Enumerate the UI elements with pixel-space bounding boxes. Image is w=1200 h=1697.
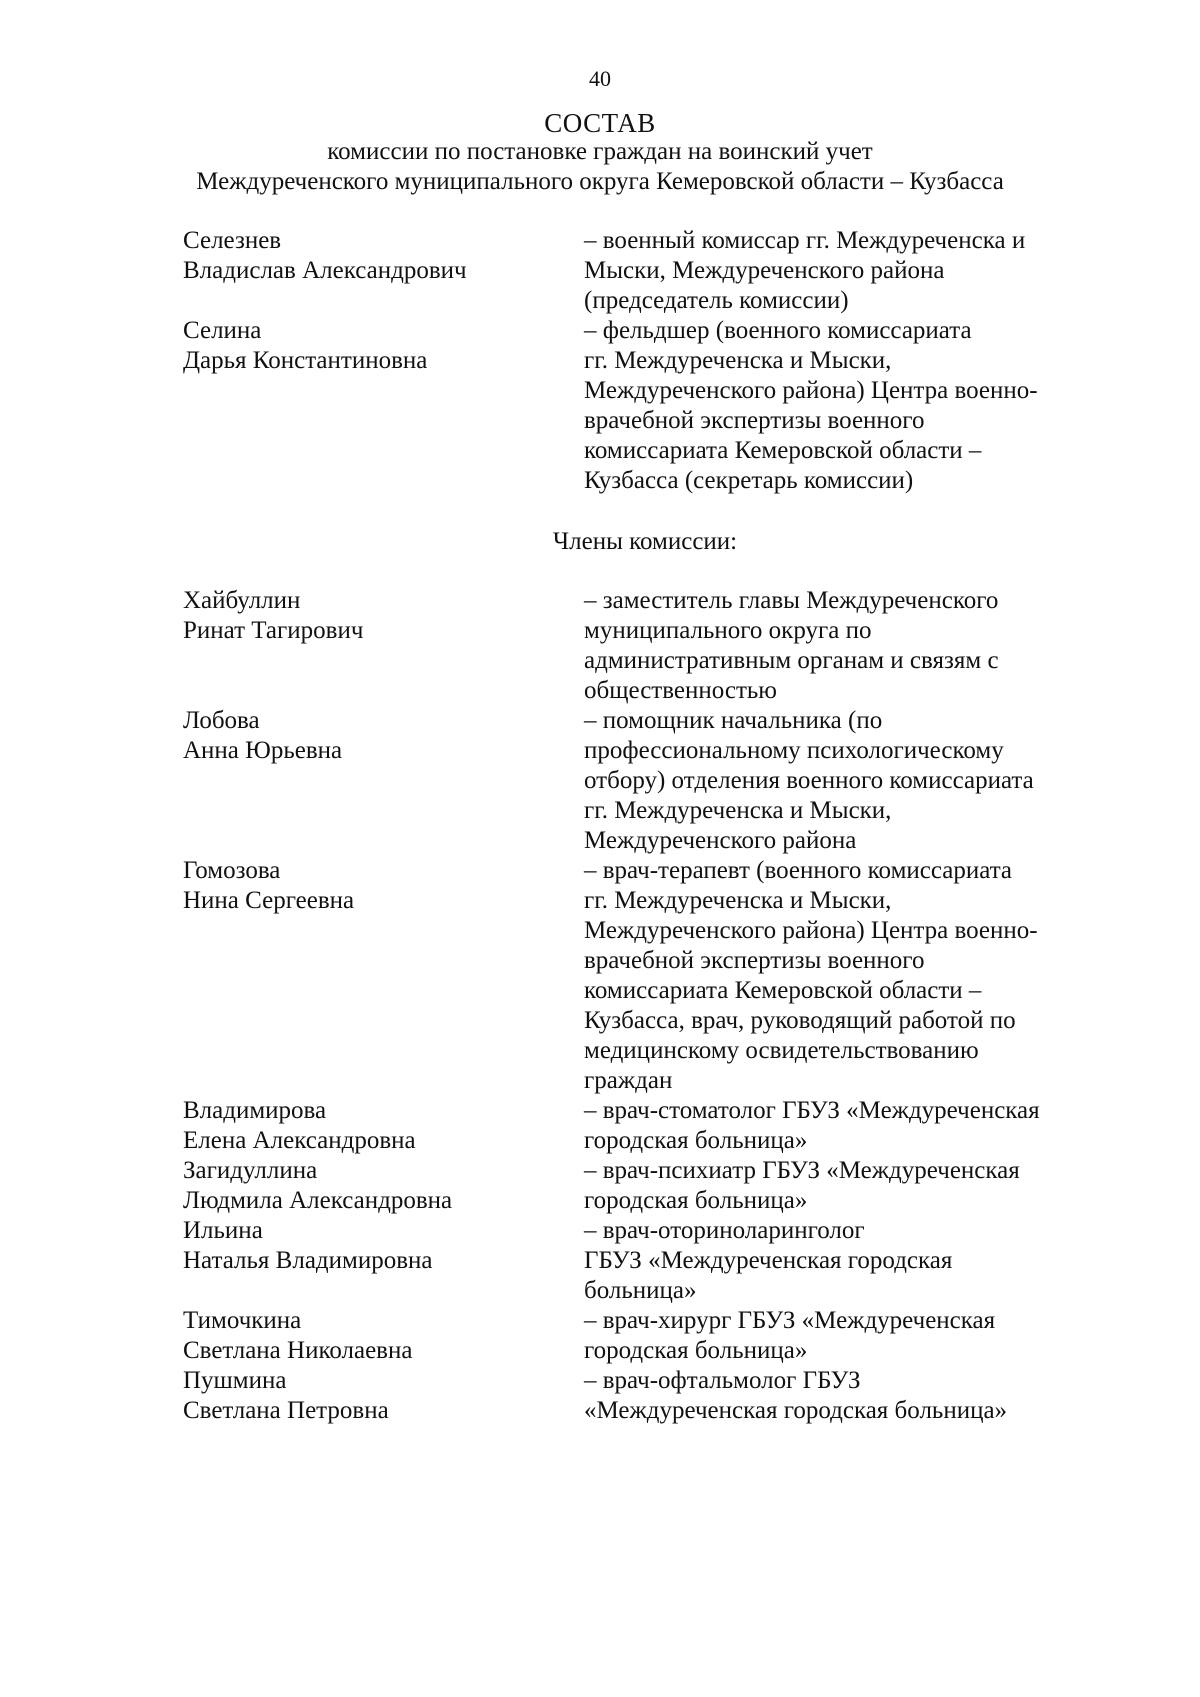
role-line: – фельдшер (военного комиссариата <box>584 317 972 344</box>
person-name <box>183 856 563 916</box>
person-name <box>183 1366 563 1426</box>
person-entry <box>0 1096 1200 1156</box>
person-surname: Владимирова <box>183 1097 327 1124</box>
role-line: – врач-психиатр ГБУЗ «Междуреченская <box>584 1157 1020 1184</box>
role-line: гг. Междуреченска и Мыски, <box>584 347 892 374</box>
document-subtitle-line-2: Междуреченского муниципального округа Кемеровской области – Кузбасса <box>196 168 1004 195</box>
person-surname: Пушмина <box>183 1367 287 1394</box>
person-role <box>584 226 1129 316</box>
chairs-list <box>0 226 1200 496</box>
person-entry <box>0 1156 1200 1216</box>
person-given-names: Елена Александровна <box>183 1127 416 1154</box>
person-name <box>183 586 563 646</box>
person-role <box>584 1096 1129 1156</box>
role-line: граждан <box>584 1067 673 1094</box>
role-line: «Междуреченская городская больница» <box>584 1397 1008 1424</box>
person-role <box>584 1306 1129 1366</box>
person-entry <box>0 1216 1200 1306</box>
person-role <box>584 1216 1129 1306</box>
person-role <box>584 706 1129 856</box>
person-entry <box>0 316 1200 496</box>
person-role <box>584 316 1129 496</box>
role-line: Междуреченского района) Центра военно- <box>584 917 1038 944</box>
person-entry <box>0 1306 1200 1366</box>
person-given-names: Владислав Александрович <box>183 257 467 284</box>
role-line: больница» <box>584 1277 697 1304</box>
role-line: профессиональному психологическому <box>584 737 1004 764</box>
role-line: Кузбасса (секретарь комиссии) <box>584 467 914 494</box>
role-line: – врач-стоматолог ГБУЗ «Междуреченская <box>584 1097 1040 1124</box>
role-line: (председатель комиссии) <box>584 287 849 314</box>
role-line: общественностью <box>584 677 777 704</box>
role-line: Междуреченского района) Центра военно- <box>584 377 1038 404</box>
role-line: ГБУЗ «Междуреченская городская <box>584 1247 953 1274</box>
person-surname: Гомозова <box>183 857 281 884</box>
role-line: гг. Междуреченска и Мыски, <box>584 797 892 824</box>
person-given-names: Людмила Александровна <box>183 1187 453 1214</box>
role-line: – военный комиссар гг. Междуреченска и <box>584 227 1026 254</box>
role-line: отбору) отделения военного комиссариата <box>584 767 1034 794</box>
person-given-names: Дарья Константиновна <box>183 347 428 374</box>
role-line: Мыски, Междуреченского района <box>584 257 945 284</box>
person-given-names: Ринат Тагирович <box>183 617 364 644</box>
person-surname: Лобова <box>183 707 260 734</box>
role-line: городская больница» <box>584 1127 808 1154</box>
role-line: муниципального округа по <box>584 617 872 644</box>
role-line: врачебной экспертизы военного <box>584 947 925 974</box>
role-line: гг. Междуреченска и Мыски, <box>584 887 892 914</box>
person-name <box>183 1156 563 1216</box>
role-line: – врач-хирург ГБУЗ «Междуреченская <box>584 1307 996 1334</box>
person-entry <box>0 226 1200 316</box>
person-entry <box>0 586 1200 706</box>
person-given-names: Светлана Петровна <box>183 1397 389 1424</box>
person-name <box>183 1306 563 1366</box>
person-surname: Тимочкина <box>183 1307 302 1334</box>
role-line: комиссариата Кемеровской области – <box>584 977 982 1004</box>
person-role <box>584 586 1129 706</box>
person-given-names: Анна Юрьевна <box>183 737 343 764</box>
person-name <box>183 706 563 766</box>
person-name <box>183 316 563 376</box>
person-entry <box>0 706 1200 856</box>
role-line: городская больница» <box>584 1187 808 1214</box>
person-given-names: Наталья Владимировна <box>183 1247 433 1274</box>
person-surname: Загидуллина <box>183 1157 318 1184</box>
role-line: административным органам и связям с <box>584 647 999 674</box>
person-name <box>183 1096 563 1156</box>
person-surname: Хайбуллин <box>183 587 301 614</box>
role-line: медицинскому освидетельствованию <box>584 1037 979 1064</box>
person-given-names: Нина Сергеевна <box>183 887 355 914</box>
members-list <box>0 586 1200 1426</box>
role-line: городская больница» <box>584 1337 808 1364</box>
person-name <box>183 226 563 286</box>
role-line: Междуреченского района <box>584 827 857 854</box>
document-title: СОСТАВ <box>544 108 656 138</box>
person-entry <box>0 1366 1200 1426</box>
person-given-names: Светлана Николаевна <box>183 1337 413 1364</box>
role-line: – заместитель главы Междуреченского <box>584 587 999 614</box>
person-role <box>584 856 1129 1096</box>
role-line: – врач-терапевт (военного комиссариата <box>584 857 1013 884</box>
members-heading: Члены комиссии: <box>552 528 738 555</box>
person-role <box>584 1156 1129 1216</box>
person-role <box>584 1366 1129 1426</box>
role-line: – помощник начальника (по <box>584 707 883 734</box>
person-entry <box>0 856 1200 1096</box>
person-surname: Ильина <box>183 1217 263 1244</box>
page-number: 40 <box>589 66 611 91</box>
role-line: Кузбасса, врач, руководящий работой по <box>584 1007 1016 1034</box>
role-line: – врач-оториноларинголог <box>584 1217 865 1244</box>
person-surname: Селезнев <box>183 227 282 254</box>
role-line: комиссариата Кемеровской области – <box>584 437 982 464</box>
role-line: – врач-офтальмолог ГБУЗ <box>584 1367 861 1394</box>
person-surname: Селина <box>183 317 262 344</box>
person-name <box>183 1216 563 1276</box>
document-subtitle-line-1: комиссии по постановке граждан на воинский учет <box>327 138 873 165</box>
role-line: врачебной экспертизы военного <box>584 407 925 434</box>
